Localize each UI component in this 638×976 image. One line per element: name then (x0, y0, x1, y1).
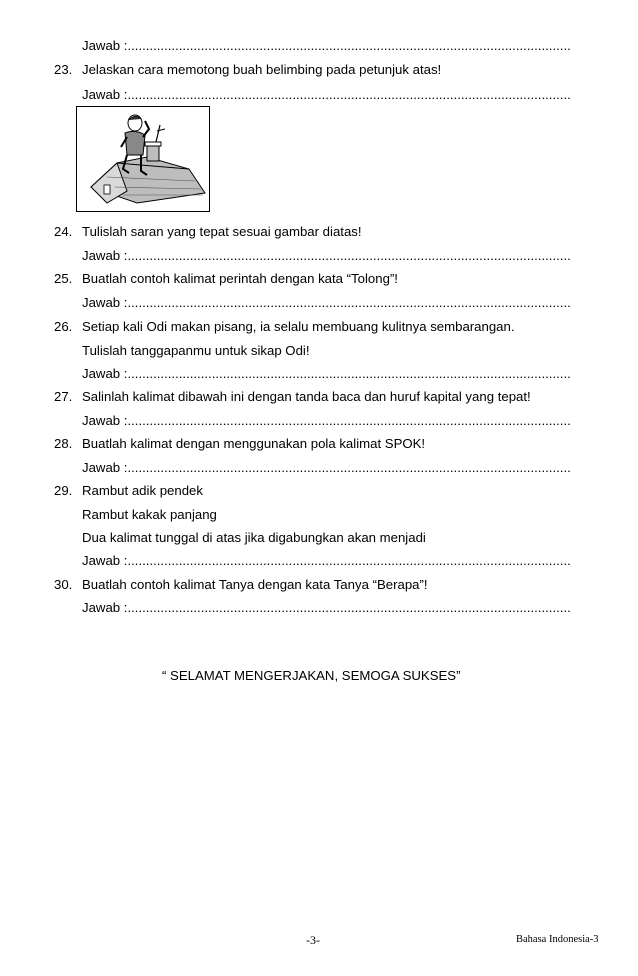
footer-subject: Bahasa Indonesia-3 (516, 934, 599, 945)
question-text: Salinlah kalimat dibawah ini dengan tanda baca dan huruf kapital yang tepat! (82, 389, 531, 404)
question-text: Buatlah kalimat dengan menggunakan pola kalimat SPOK! (82, 436, 426, 451)
question-number: 23. (54, 62, 73, 77)
question-number: 24. (54, 224, 73, 239)
closing-message: “ SELAMAT MENGERJAKAN, SEMOGA SUKSES” (162, 668, 461, 683)
question-number: 25. (54, 271, 73, 286)
question-text: Tulislah saran yang tepat sesuai gambar diatas! (82, 224, 362, 239)
answer-line: Jawab :......................................................................................................................... (82, 38, 571, 53)
question-text: Rambut adik pendek (82, 483, 203, 498)
rooftop-illustration (76, 106, 210, 212)
page-number: -3- (306, 933, 320, 947)
question-number: 30. (54, 577, 73, 592)
answer-line: Jawab :......................................................................................................................... (82, 248, 571, 263)
question-text: Rambut kakak panjang (82, 507, 217, 522)
answer-line: Jawab :......................................................................................................................... (82, 87, 571, 102)
question-number: 29. (54, 483, 73, 498)
question-number: 26. (54, 319, 73, 334)
question-text: Jelaskan cara memotong buah belimbing pada petunjuk atas! (82, 62, 442, 77)
answer-line: Jawab :......................................................................................................................... (82, 413, 571, 428)
question-text: Buatlah contoh kalimat perintah dengan kata “Tolong”! (82, 271, 398, 286)
answer-line: Jawab :......................................................................................................................... (82, 295, 571, 310)
question-text: Buatlah contoh kalimat Tanya dengan kata Tanya “Berapa”! (82, 577, 428, 592)
answer-line: Jawab :......................................................................................................................... (82, 460, 571, 475)
question-number: 27. (54, 389, 73, 404)
answer-line: Jawab :......................................................................................................................... (82, 553, 571, 568)
question-text: Tulislah tanggapanmu untuk sikap Odi! (82, 343, 310, 358)
question-text: Dua kalimat tunggal di atas jika digabungkan akan menjadi (82, 530, 426, 545)
boy-on-roof-picture (77, 107, 210, 212)
answer-line: Jawab :......................................................................................................................... (82, 366, 571, 381)
question-number: 28. (54, 436, 73, 451)
answer-line: Jawab :......................................................................................................................... (82, 600, 571, 615)
question-text: Setiap kali Odi makan pisang, ia selalu membuang kulitnya sembarangan. (82, 319, 515, 334)
